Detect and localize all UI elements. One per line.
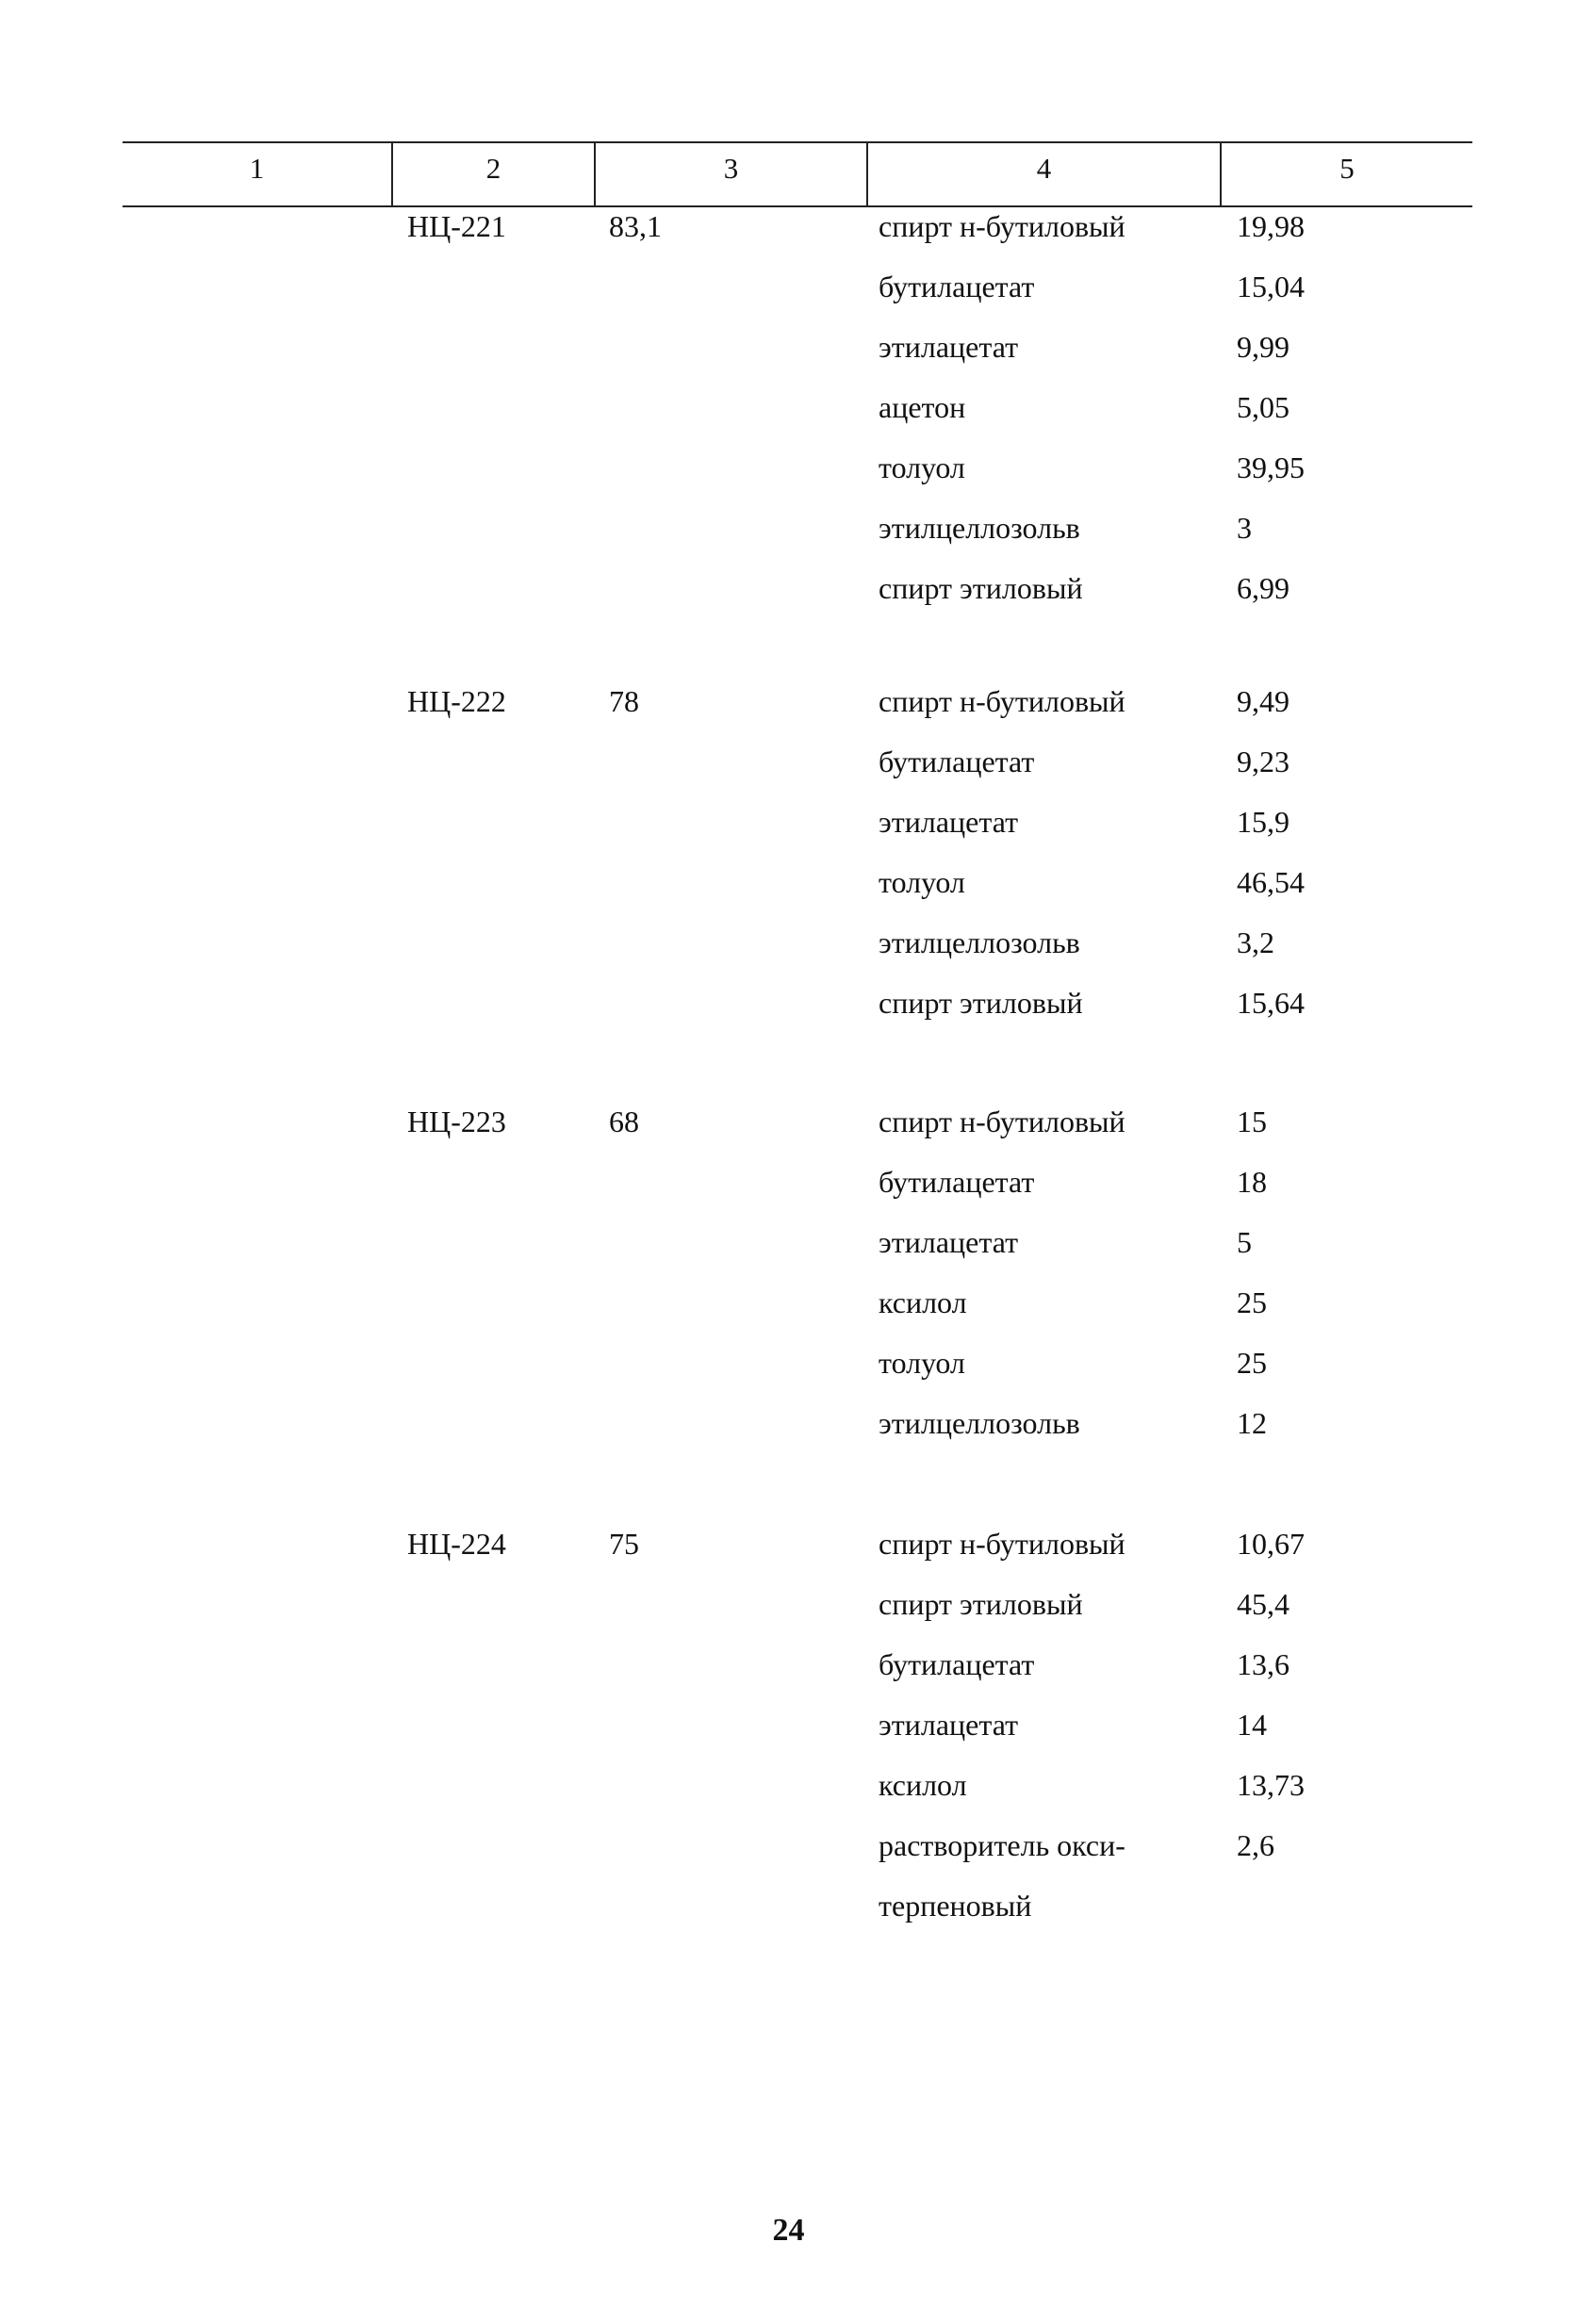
component-name: спирт н-бутиловый <box>879 1527 1125 1561</box>
component-name: бутилацетат <box>879 270 1035 303</box>
product-quantity: 75 <box>609 1527 639 1561</box>
component-row <box>0 209 1577 270</box>
component-row <box>0 1346 1577 1406</box>
component-name: этилцеллозольв <box>879 1406 1080 1440</box>
component-row <box>0 1225 1577 1285</box>
component-name: этилцеллозольв <box>879 511 1080 545</box>
component-row <box>0 1527 1577 1587</box>
component-name: толуол <box>879 1346 965 1380</box>
component-row <box>0 1889 1577 1949</box>
header-col-5: 5 <box>1339 152 1355 185</box>
component-name: этилцеллозольв <box>879 925 1080 959</box>
component-row <box>0 571 1577 631</box>
header-col-4: 4 <box>1036 152 1052 185</box>
component-name: спирт этиловый <box>879 571 1083 605</box>
component-value: 25 <box>1237 1285 1267 1319</box>
component-row <box>0 1165 1577 1225</box>
component-row <box>0 1647 1577 1708</box>
component-value: 15,04 <box>1237 270 1305 303</box>
component-name: этилацетат <box>879 805 1019 839</box>
component-row <box>0 390 1577 450</box>
component-name: спирт н-бутиловый <box>879 209 1125 243</box>
component-value: 14 <box>1237 1708 1267 1742</box>
component-name: этилацетат <box>879 1708 1019 1742</box>
component-value: 2,6 <box>1237 1828 1274 1862</box>
product-mark: НЦ-224 <box>407 1527 506 1561</box>
component-value: 18 <box>1237 1165 1267 1199</box>
component-value: 9,49 <box>1237 684 1290 718</box>
product-quantity: 78 <box>609 684 639 718</box>
component-value: 9,23 <box>1237 745 1290 778</box>
component-name: спирт н-бутиловый <box>879 1105 1125 1138</box>
component-value: 6,99 <box>1237 571 1290 605</box>
component-value: 3,2 <box>1237 925 1274 959</box>
component-row <box>0 1285 1577 1346</box>
component-row <box>0 1708 1577 1768</box>
component-name: этилацетат <box>879 1225 1019 1259</box>
component-row <box>0 805 1577 865</box>
product-mark: НЦ-221 <box>407 209 506 243</box>
component-value: 13,73 <box>1237 1768 1305 1802</box>
component-name: бутилацетат <box>879 1165 1035 1199</box>
component-value: 5,05 <box>1237 390 1290 424</box>
component-row <box>0 745 1577 805</box>
component-value: 15 <box>1237 1105 1267 1138</box>
component-name: ксилол <box>879 1285 967 1319</box>
component-row <box>0 1587 1577 1647</box>
product-quantity: 68 <box>609 1105 639 1138</box>
header-col-1: 1 <box>249 152 265 185</box>
component-row <box>0 1768 1577 1828</box>
component-row <box>0 1406 1577 1466</box>
component-name: ксилол <box>879 1768 967 1802</box>
component-name: ацетон <box>879 390 966 424</box>
page-number: 24 <box>772 2213 805 2248</box>
component-row <box>0 925 1577 986</box>
component-name: бутилацетат <box>879 745 1035 778</box>
component-value: 10,67 <box>1237 1527 1305 1561</box>
component-value: 12 <box>1237 1406 1267 1440</box>
component-row <box>0 511 1577 571</box>
component-row <box>0 865 1577 925</box>
component-value: 15,64 <box>1237 986 1305 1020</box>
component-name: растворитель окси- <box>879 1828 1125 1862</box>
header-col-2: 2 <box>485 152 501 185</box>
component-value: 5 <box>1237 1225 1252 1259</box>
header-col-3: 3 <box>723 152 739 185</box>
component-name: спирт этиловый <box>879 1587 1083 1621</box>
component-name: бутилацетат <box>879 1647 1035 1681</box>
component-value: 15,9 <box>1237 805 1290 839</box>
component-value: 45,4 <box>1237 1587 1290 1621</box>
table-header <box>123 141 1472 207</box>
component-row <box>0 330 1577 390</box>
component-value: 46,54 <box>1237 865 1305 899</box>
product-quantity: 83,1 <box>609 209 662 243</box>
component-name: спирт этиловый <box>879 986 1083 1020</box>
component-value: 13,6 <box>1237 1647 1290 1681</box>
component-row <box>0 450 1577 511</box>
component-name: спирт н-бутиловый <box>879 684 1125 718</box>
component-value: 19,98 <box>1237 209 1305 243</box>
component-row <box>0 1105 1577 1165</box>
component-name: этилацетат <box>879 330 1019 364</box>
component-value: 9,99 <box>1237 330 1290 364</box>
component-name: толуол <box>879 450 965 484</box>
component-value: 39,95 <box>1237 450 1305 484</box>
component-value: 3 <box>1237 511 1252 545</box>
component-value: 25 <box>1237 1346 1267 1380</box>
component-row <box>0 684 1577 745</box>
product-mark: НЦ-223 <box>407 1105 506 1138</box>
component-row <box>0 1828 1577 1889</box>
component-name: терпеновый <box>879 1889 1032 1923</box>
component-name: толуол <box>879 865 965 899</box>
component-row <box>0 270 1577 330</box>
product-mark: НЦ-222 <box>407 684 506 718</box>
component-row <box>0 986 1577 1046</box>
